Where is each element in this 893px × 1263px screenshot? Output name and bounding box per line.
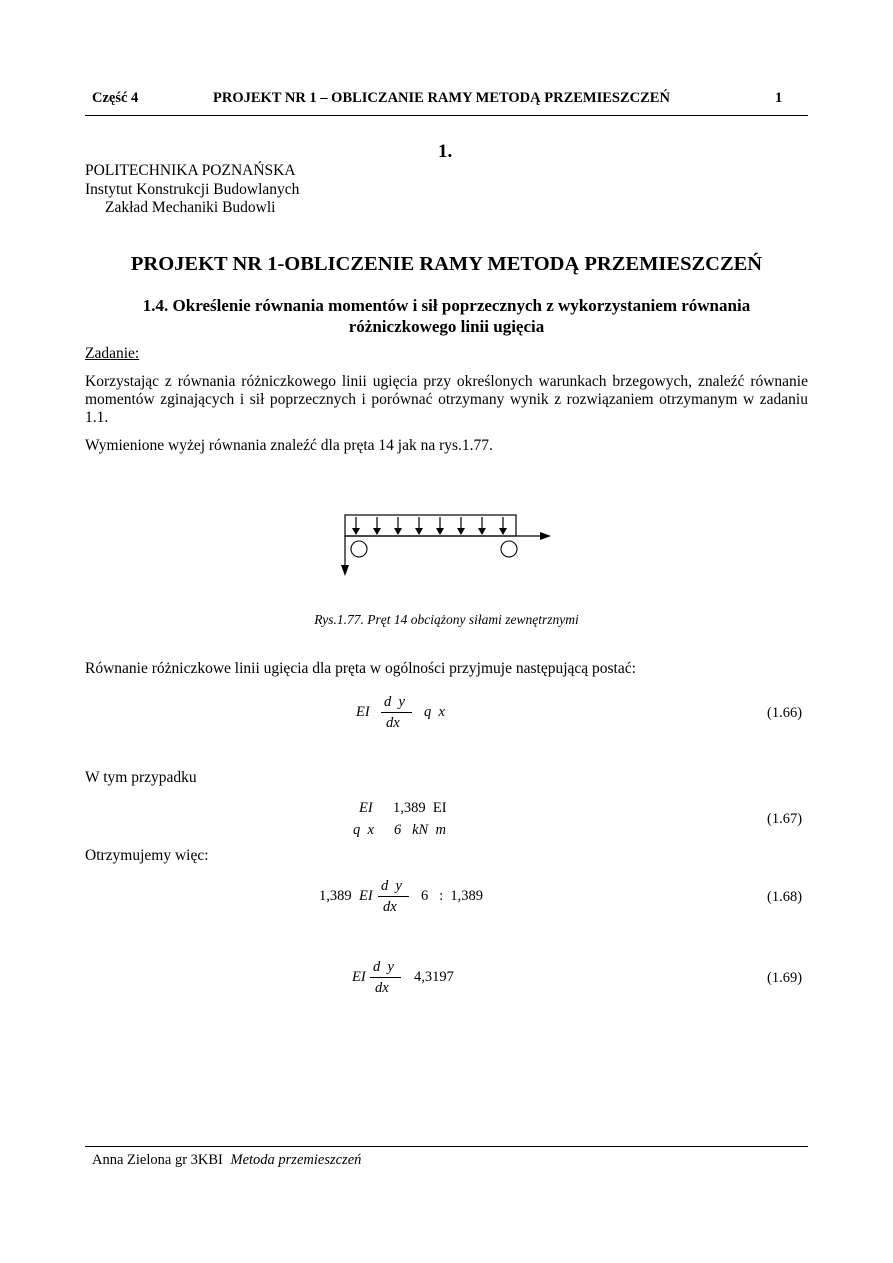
- node-right-circle: [501, 541, 517, 557]
- result-text: Otrzymujemy więc:: [85, 847, 209, 864]
- main-title: PROJEKT NR 1-OBLICZENIE RAMY METODĄ PRZEMIESZCZEŃ: [130, 253, 763, 275]
- eq167-label: (1.67): [767, 811, 803, 827]
- distributed-load: [345, 515, 516, 536]
- header-rule: [85, 115, 808, 116]
- eq167-row2-right: 6 kN m: [394, 822, 446, 838]
- subtitle-line1: 1.4. Określenie równania momentów i sił poprzecznych z wykorzystaniem równania: [142, 296, 751, 315]
- eq168-ei: EI: [359, 888, 373, 904]
- task-paragraph: Korzystając z równania różniczkowego linii ugięcia przy określonych warunkach brzegowych, znaleźć równanie momentów zginających i sił poprzecznych i porównać otrzymany wynik z rozwiązaniem otrzymanym w zadaniu 1.1.: [85, 373, 808, 426]
- institution-department: Zakład Mechaniki Budowli: [105, 199, 276, 216]
- eq167-row1-left: EI: [359, 800, 373, 816]
- eq166-fraction-bar: [381, 712, 412, 713]
- eq168-denominator: dx: [383, 899, 397, 915]
- beam-figure: [330, 505, 570, 585]
- header-part: Część 4: [92, 90, 139, 106]
- eq166-denominator: dx: [386, 715, 400, 731]
- institution-institute: Instytut Konstrukcji Budowlanych: [85, 180, 300, 198]
- eq167-row1-right: [393, 800, 447, 817]
- eq168-numerator: d y: [381, 878, 402, 894]
- case-text: W tym przypadku: [85, 769, 197, 786]
- header-title: PROJEKT NR 1 – OBLICZANIE RAMY METODĄ PRZEMIESZCZEŃ: [213, 90, 670, 106]
- eq168-fraction-bar: [378, 896, 409, 897]
- section-number: 1.: [438, 141, 453, 162]
- footer-subject: Metoda przemieszczeń: [230, 1152, 362, 1168]
- eq166-numerator: d y: [384, 694, 405, 710]
- institution-name: POLITECHNIKA POZNAŃSKA: [85, 162, 296, 179]
- eq166-lhs: EI: [356, 704, 370, 720]
- eq168-coefficient: 1,389: [319, 888, 352, 904]
- footer: [92, 1152, 361, 1169]
- eq169-numerator: d y: [373, 959, 394, 975]
- eq169-ei: EI: [352, 969, 366, 985]
- eq167-row2-left: q x: [353, 822, 374, 838]
- eq166-rhs: q x: [424, 704, 445, 720]
- subtitle: [85, 295, 808, 337]
- subtitle-line2: różniczkowego linii ugięcia: [348, 317, 545, 336]
- footer-rule: [85, 1146, 808, 1147]
- figure-caption: Rys.1.77. Pręt 14 obciążony siłami zewnętrznymi: [314, 612, 579, 627]
- institution-block: [85, 162, 299, 218]
- eq168-rhs: 6 : 1,389: [421, 888, 484, 904]
- eq167-row1-value: 1,389 EI: [393, 800, 447, 816]
- task-paragraph-2: Wymienione wyżej równania znaleźć dla pręta 14 jak na rys.1.77.: [85, 437, 493, 454]
- node-left-circle: [351, 541, 367, 557]
- footer-author: Anna Zielona gr 3KBI: [92, 1152, 223, 1168]
- eq168-label: (1.68): [767, 889, 803, 905]
- y-axis-arrowhead: [341, 565, 349, 576]
- eq169-label: (1.69): [767, 970, 803, 986]
- header-page-number: 1: [775, 90, 783, 106]
- eq169-fraction-bar: [370, 977, 401, 978]
- task-label: Zadanie:: [85, 345, 140, 362]
- eq169-rhs: 4,3197: [414, 969, 454, 985]
- eq166-label: (1.66): [767, 705, 803, 721]
- eq169-denominator: dx: [375, 980, 389, 996]
- equation-intro: Równanie różniczkowe linii ugięcia dla pręta w ogólności przyjmuje następującą postać:: [85, 660, 636, 677]
- x-axis-arrowhead: [540, 532, 551, 540]
